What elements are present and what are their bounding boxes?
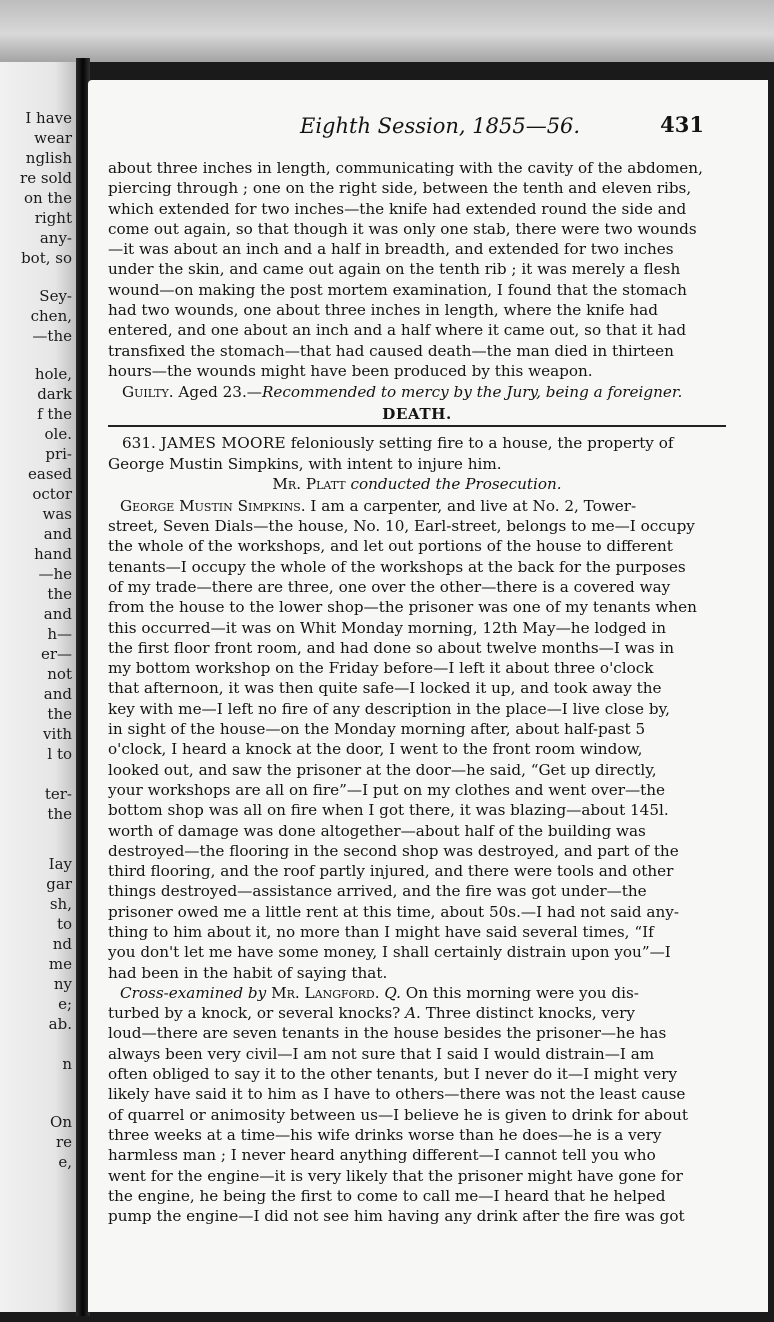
text-line: bottom shop was all on fire when I got there, it was blazing—about 145l. xyxy=(108,801,669,820)
left-page-fragment: and xyxy=(43,685,72,703)
scanner-top-band xyxy=(0,0,774,62)
left-page-fragment: any- xyxy=(39,229,72,247)
cross-examination xyxy=(108,983,726,1227)
text-segment: turbed by a knock, or several knocks? xyxy=(108,1004,401,1023)
verdict-line xyxy=(108,382,726,402)
cross-examined-label: Cross-examined by xyxy=(120,983,267,1002)
text-line: three weeks at a time—his wife drinks worse than he does—he is a very xyxy=(108,1125,662,1144)
left-page-fragment: to xyxy=(56,915,72,933)
left-page-fragment: —the xyxy=(32,327,72,345)
text-line: your workshops are all on fire”—I put on my clothes and went over—the xyxy=(108,780,666,799)
text-line: transfixed the stomach—that had caused death—the man died in thirteen xyxy=(108,341,674,360)
text-line: this occurred—it was on Whit Monday morning, 12th May—he lodged in xyxy=(108,618,667,637)
left-page-fragment: on the xyxy=(23,189,72,207)
left-page-fragment: h— xyxy=(47,625,72,643)
text-line: wound—on making the post mortem examination, I found that the stomach xyxy=(108,280,687,299)
verdict-age: Aged 23.— xyxy=(178,383,262,402)
text-line: of my trade—there are three, one over the other—there is a covered way xyxy=(108,577,671,596)
left-page-fragment: n xyxy=(62,1055,72,1073)
text-line: —it was about an inch and a half in breadth, and extended for two inches xyxy=(108,240,674,259)
left-page-fragment: Iay xyxy=(48,855,72,873)
left-page-fragment: not xyxy=(47,665,72,683)
text-line: come out again, so that though it was only one stab, there were two wounds xyxy=(108,219,697,238)
text-line: destroyed—the flooring in the second shop was destroyed, and part of the xyxy=(108,841,679,860)
right-page xyxy=(88,80,768,1312)
text-line: the engine, he being the first to come to call me—I heard that he helped xyxy=(108,1186,666,1205)
text-line: entered, and one about an inch and a half where it came out, so that it had xyxy=(108,321,687,340)
text-line: loud—there are seven tenants in the house besides the prisoner—he has xyxy=(108,1024,667,1043)
verdict-recommendation: Recommended to mercy by the Jury, being a foreigner. xyxy=(262,383,683,402)
text-line: third flooring, and the roof partly injured, and there were tools and other xyxy=(108,862,674,881)
text-line: key with me—I left no fire of any description in the place—I live close by, xyxy=(108,699,670,718)
text-line: the whole of the workshops, and let out portions of the house to different xyxy=(108,537,673,556)
left-page-fragment: and xyxy=(43,525,72,543)
text-line: from the house to the lower shop—the prisoner was one of my tenants when xyxy=(108,598,697,617)
left-page-fragment: ter- xyxy=(44,785,72,803)
left-page-fragment: chen, xyxy=(30,307,72,325)
text-line: of quarrel or animosity between us—I believe he is given to drink for about xyxy=(108,1105,688,1124)
counsel-role: conducted the Prosecution. xyxy=(350,475,562,494)
left-page-fragment: vith xyxy=(43,725,72,743)
text-line: looked out, and saw the prisoner at the door—he said, “Get up directly, xyxy=(108,760,657,779)
text-line: which extended for two inches—the knife had extended round the side and xyxy=(108,199,687,218)
left-page-fragment: sh, xyxy=(49,895,72,913)
left-page-fragment: hole, xyxy=(34,365,72,383)
sentence-heading: DEATH. xyxy=(382,404,452,423)
left-page-fragment: —he xyxy=(38,565,72,583)
answer-marker: A. xyxy=(405,1004,421,1023)
text-segment: On this morning were you dis- xyxy=(405,983,639,1002)
text-line: things destroyed—assistance arrived, and the fire was got under—the xyxy=(108,882,647,901)
page-header xyxy=(88,110,768,140)
text-line: the first floor front room, and had done so about twelve months—I was in xyxy=(108,638,674,657)
left-page-fragment: pri- xyxy=(45,445,72,463)
left-page-fragment: ole. xyxy=(44,425,72,443)
case-heading xyxy=(108,433,726,453)
left-page-fragment: the xyxy=(47,705,72,723)
left-page-fragment: l to xyxy=(47,745,72,763)
left-page-fragment: wear xyxy=(34,129,72,147)
text-line: that afternoon, it was then quite safe—I locked it up, and took away the xyxy=(108,679,662,698)
counsel-name: Mr. Platt xyxy=(272,475,346,494)
text-line xyxy=(108,1003,726,1023)
text-line: thing to him about it, no more than I might have said several times, “If xyxy=(108,922,654,941)
text-line: street, Seven Dials—the house, No. 10, Earl-street, belongs to me—I occupy xyxy=(108,517,695,536)
text-line: harmless man ; I never heard anything different—I cannot tell you who xyxy=(108,1146,656,1165)
left-page-fragment: e; xyxy=(58,995,72,1013)
text-line: went for the engine—it is very likely that the prisoner might have gone for xyxy=(108,1166,683,1185)
text-segment: Three distinct knocks, very xyxy=(425,1004,635,1023)
page-body xyxy=(108,158,726,1226)
left-page-fragment: f the xyxy=(37,405,72,423)
text-line xyxy=(108,496,726,516)
text-line xyxy=(108,983,726,1003)
text-line: always been very civil—I am not sure that I said I would distrain—I am xyxy=(108,1044,655,1063)
left-page-fragment: me xyxy=(48,955,72,973)
left-page-edge xyxy=(0,62,78,1312)
left-page-fragment: right xyxy=(34,209,72,227)
left-page-fragment: gar xyxy=(46,875,72,893)
left-page-fragment: and xyxy=(43,605,72,623)
left-page-fragment: nglish xyxy=(25,149,72,167)
text-line: you don't let me have some money, I shall certainly distrain upon you”—I xyxy=(108,943,671,962)
left-page-fragment: re sold xyxy=(20,169,72,187)
left-page-fragment: e, xyxy=(58,1153,72,1171)
case-divider-rule xyxy=(108,425,726,427)
running-head: Eighth Session, 1855—56. xyxy=(300,114,581,138)
witness-name: George Mustin Simpkins. xyxy=(120,496,306,515)
left-page-fragment: eased xyxy=(28,465,72,483)
left-page-fragment: nd xyxy=(52,935,72,953)
text-line: my bottom workshop on the Friday before—I left it about three o'clock xyxy=(108,659,654,678)
text-line: piercing through ; one on the right side, between the tenth and eleven ribs, xyxy=(108,179,692,198)
previous-case-testimony xyxy=(108,158,726,381)
text-line: o'clock, I heard a knock at the door, I went to the front room window, xyxy=(108,740,643,759)
left-page-fragment: On xyxy=(50,1113,72,1131)
defendant-name: JAMES MOORE xyxy=(160,433,286,452)
left-page-fragment: er— xyxy=(40,645,72,663)
text-line: had two wounds, one about three inches in length, where the knife had xyxy=(108,301,658,320)
left-page-fragment: the xyxy=(47,585,72,603)
text-line: under the skin, and came out again on the tenth rib ; it was merely a flesh xyxy=(108,260,681,279)
text-line: pump the engine—I did not see him having any drink after the fire was got xyxy=(108,1207,685,1226)
page-number: 431 xyxy=(660,112,704,137)
verdict-label: Guilty. xyxy=(122,383,174,402)
left-page-fragment: re xyxy=(55,1133,72,1151)
left-page-fragment: ny xyxy=(53,975,72,993)
text-line: in sight of the house—on the Monday morning after, about half-past 5 xyxy=(108,720,646,739)
text-line: about three inches in length, communicating with the cavity of the abdomen, xyxy=(108,159,703,177)
cross-counsel-name: Mr. Langford. xyxy=(271,983,380,1002)
left-page-fragment: bot, so xyxy=(21,249,72,267)
prosecution-counsel-line xyxy=(108,474,726,494)
text-line: prisoner owed me a little rent at this time, about 50s.—I had not said any- xyxy=(108,902,679,921)
question-marker: Q. xyxy=(384,983,401,1002)
left-page-fragment: octor xyxy=(32,485,72,503)
case-number: 631. xyxy=(122,433,156,452)
left-page-fragment: dark xyxy=(37,385,72,403)
left-page-fragment: was xyxy=(42,505,72,523)
text-line: likely have said it to him as I have to others—there was not the least cause xyxy=(108,1085,686,1104)
left-page-fragment: ab. xyxy=(48,1015,72,1033)
charge-line-2: George Mustin Simpkins, with intent to injure him. xyxy=(108,455,502,474)
left-page-fragment: I have xyxy=(25,109,72,127)
charge-line-1: feloniously setting fire to a house, the property of xyxy=(290,433,674,452)
text-line: often obliged to say it to the other tenants, but I never do it—I might very xyxy=(108,1065,678,1084)
text-line: had been in the habit of saying that. xyxy=(108,963,388,982)
text-line: tenants—I occupy the whole of the workshops at the back for the purposes xyxy=(108,557,686,576)
text-line: worth of damage was done altogether—about half of the building was xyxy=(108,821,646,840)
left-page-fragment: the xyxy=(47,805,72,823)
witness-testimony xyxy=(108,496,726,983)
left-page-fragment: hand xyxy=(34,545,72,563)
left-page-fragment: Sey- xyxy=(39,287,72,305)
text-line: hours—the wounds might have been produced by this weapon. xyxy=(108,361,593,380)
text-segment: I am a carpenter, and live at No. 2, Tower- xyxy=(310,496,637,515)
